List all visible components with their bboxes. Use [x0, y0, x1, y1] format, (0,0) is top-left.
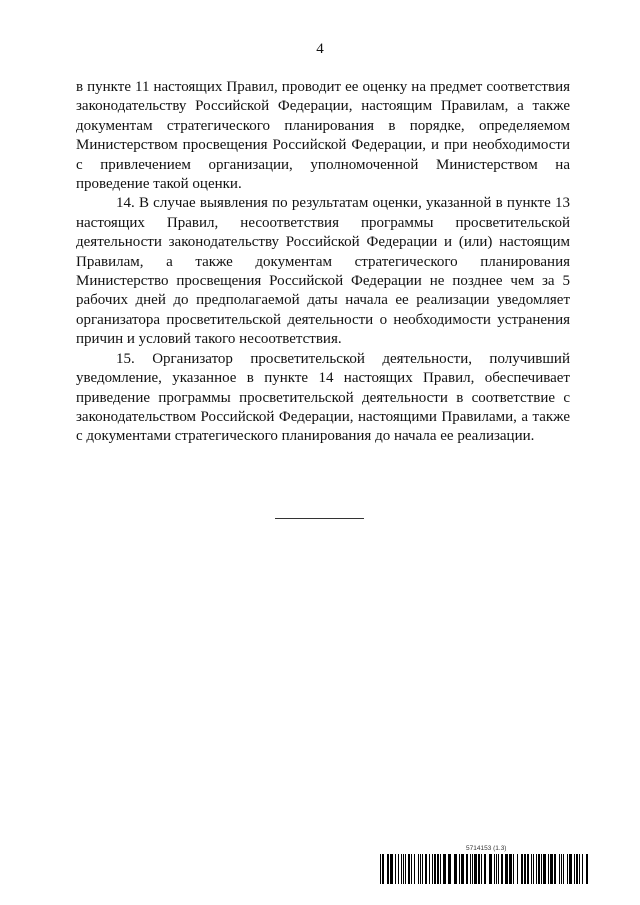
document-body	[76, 78, 570, 447]
page-number: 4	[316, 41, 324, 57]
document-code: 5714153 (1.3)	[466, 845, 507, 852]
paragraph-14: 14. В случае выявления по результатам оценки, указанной в пункте 13 настоящих Правил, несоответствия программы просветительской деятельности законодательству Российской Федерации и (или) настоящим Правилам, а также документам стратегического планирования Министерство просвещения Российской Федерации не позднее чем за 5 рабочих дней до предполагаемой даты начала ее реализации уведомляет организатора просветительской деятельности о необходимости устранения причин и условий такого несоответствия.	[76, 195, 570, 348]
paragraph-15: 15. Организатор просветительской деятельности, получивший уведомление, указанное в пункте 14 настоящих Правил, обеспечивает приведение программы просветительской деятельности в соответствие с законодательством Российской Федерации, настоящими Правилами, а также с документами стратегического планирования до начала ее реализации.	[76, 350, 570, 445]
barcode-icon	[380, 854, 588, 884]
end-of-text-divider	[275, 518, 364, 519]
paragraph-continuation: в пункте 11 настоящих Правил, проводит ее оценку на предмет соответствия законодательству Российской Федерации, настоящим Правилам, а также документам стратегического планирования в порядке, определяемом Министерством просвещения Российской Федерации, и при необходимости с привлечением организации, уполномоченной Министерством на проведение такой оценки.	[76, 79, 570, 193]
